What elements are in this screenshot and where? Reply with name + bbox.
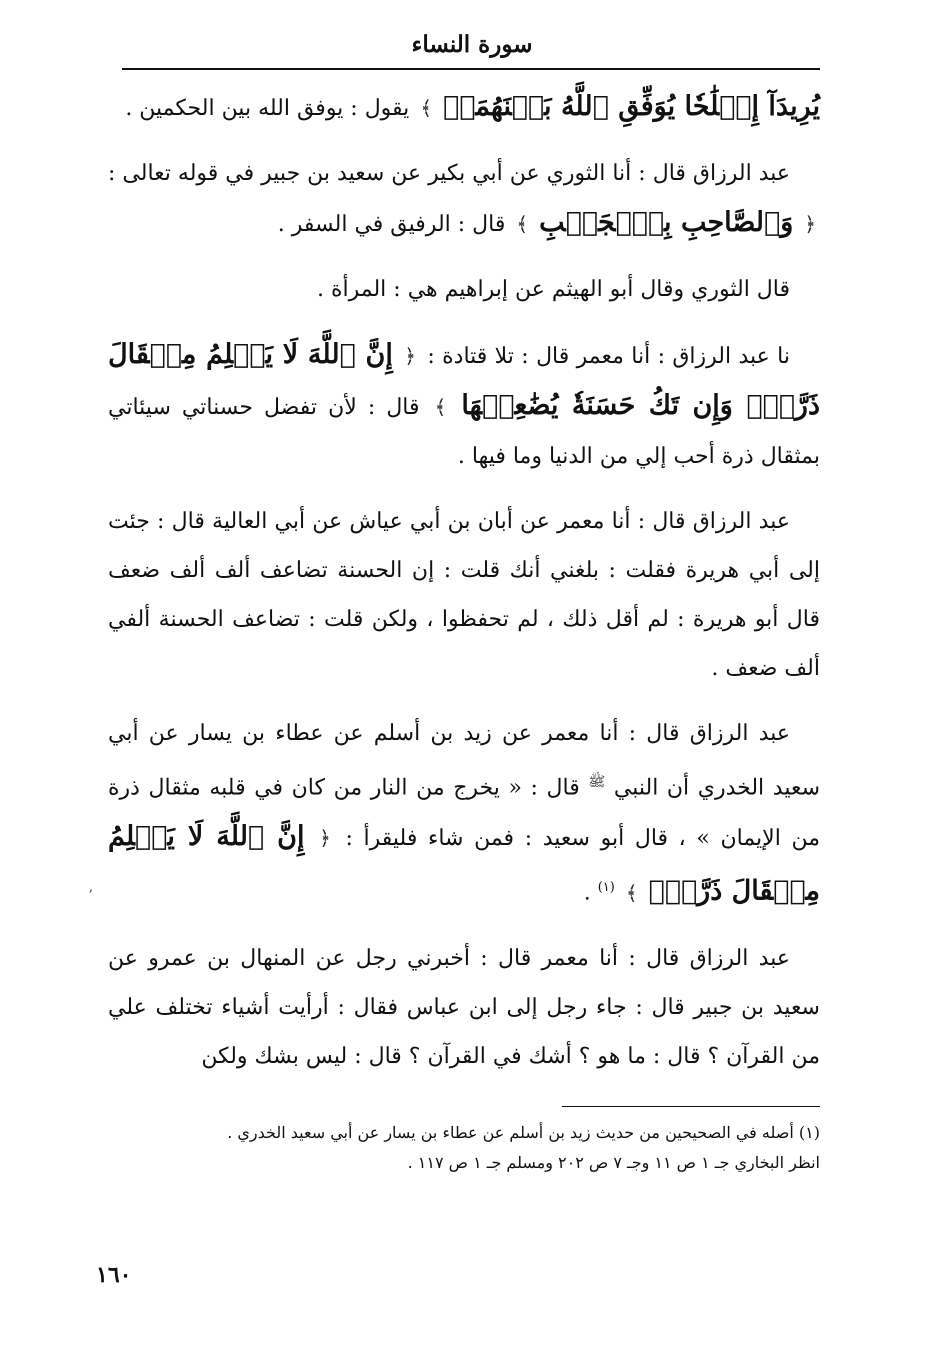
quran-verse: إِنَّ ٱللَّهَ لَا يَظۡلِمُ مِثۡقَالَ ذَرَّةٖۖ وَإِن تَكُ حَسَنَةٗ يُضَٰعِفۡهَا [108, 339, 820, 421]
page-header-title: سورة النساء [411, 31, 533, 58]
quran-verse: إِنَّ ٱللَّهَ لَا يَظۡلِمُ مِثۡقَالَ ذَرَّةٖۖ [108, 821, 820, 907]
verse-close-ornament: ﴾ [434, 395, 447, 419]
paragraph-text: عبد الرزاق قال : أنا معمر قال : أخبرني رجل عن المنهال بن عمرو عن سعيد بن جبير قال : جاء رجل إلى ابن عباس فقال : أرأيت أشياء تختلف علي من القرآن ؟ قال : ما هو ؟ أشك في القرآن ؟ قال : ليس بشك ولكن [108, 945, 820, 1069]
footnote-line: (١) أصله في الصحيحين من حديث زيد بن أسلم عن عطاء بن يسار عن أبي سعيد الخدري . [227, 1123, 820, 1142]
main-text [108, 82, 820, 1097]
footnote-block [160, 1118, 820, 1178]
header-divider [122, 68, 820, 70]
verse-open-ornament: ﴿ [804, 212, 816, 236]
paragraph-1 [108, 149, 820, 249]
verse-open-ornament: ﴿ [319, 826, 331, 851]
verse-close-ornament: ﴾ [516, 212, 529, 236]
paragraph-2 [108, 265, 820, 314]
quran-verse: وَٱلصَّاحِبِ بِٱلۡجَنۢبِ [539, 207, 794, 238]
quran-verse: يُرِيدَآ إِصۡلَٰحٗا يُوَفِّقِ ٱللَّهُ بَيۡنَهُمَآۗ [443, 91, 820, 122]
paragraph-text: قال : الرفيق في السفر . [277, 212, 506, 237]
paragraph-text: قال : « يخرج من النار من كان في قلبه مثقال ذرة من الإيمان » ، قال أبو سعيد : فمن شاء فليقرأ : [108, 775, 820, 852]
page-number: ١٦٠ [96, 1262, 132, 1288]
paragraph-text: قال : لأن تفضل حسناتي سيئاتي بمثقال ذرة أحب إلي من الدنيا وما فيها . [108, 395, 820, 469]
paragraph-text: عبد الرزاق قال : أنا معمر عن أبان بن أبي عياش عن أبي العالية قال : جئت إلى أبي هريرة فقلت : بلغني أنك قلت : إن الحسنة تضاعف ألف ألف ضعف قال أبو هريرة : لم أقل ذلك ، لم تحفظوا ، ولكن قلت : تضاعف الحسنة ألفي ألف ضعف . [108, 509, 820, 681]
footnote-reference[interactable]: (١) [597, 880, 615, 896]
footnote-line: انظر البخاري جـ ١ ص ١١ وجـ ٧ ص ٢٠٢ ومسلم جـ ١ ص ١١٧ . [407, 1153, 820, 1172]
paragraph-6 [108, 934, 820, 1081]
paragraph-3 [108, 330, 820, 481]
paragraph-5 [108, 709, 820, 918]
paragraph-text: . [583, 880, 591, 906]
paragraph-4 [108, 497, 820, 693]
paragraph-text: يقول : يوفق الله بين الحكمين . [125, 96, 410, 121]
paragraph-text: قال الثوري وقال أبو الهيثم عن إبراهيم هي : المرأة . [317, 277, 790, 302]
margin-mark: ʼ [88, 888, 93, 904]
honorific-symbol: ﷺ [588, 774, 606, 790]
paragraph-text: عبد الرزاق قال : أنا معمر عن زيد بن أسلم عن عطاء بن يسار عن أبي سعيد الخدري أن النبي [108, 721, 820, 801]
verse-close-ornament: ﴾ [625, 880, 638, 905]
paragraph-text: نا عبد الرزاق : أنا معمر قال : تلا قتادة : [427, 344, 790, 369]
verse-open-ornament: ﴿ [404, 344, 416, 368]
paragraph-text: عبد الرزاق قال : أنا الثوري عن أبي بكير عن سعيد بن جبير في قوله تعالى : [108, 161, 790, 186]
paragraph-0 [108, 82, 820, 133]
footnote-divider [562, 1106, 820, 1107]
verse-close-ornament: ﴾ [420, 96, 433, 120]
